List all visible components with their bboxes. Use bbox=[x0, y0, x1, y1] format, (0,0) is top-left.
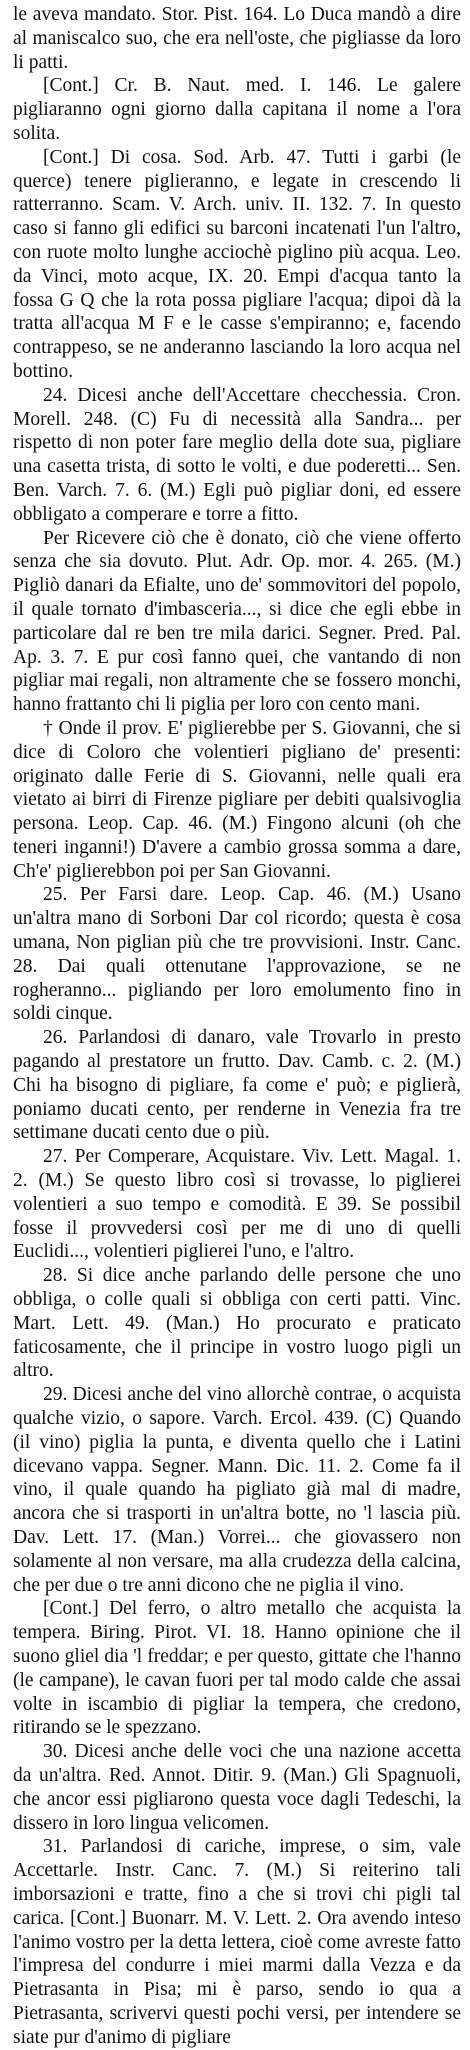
entry-paragraph: [Cont.] Del ferro, o altro metallo che acquista la tempera. Biring. Pirot. VI. 18. Hanno opinione che il suono gliel dia 'l freddar; e per questo, gittate che l'hanno (le campane), le cavan fuori per tal modo calde che assai volte in iscambio di pigliar la tempera, che credono, ritirando se le spezzano. bbox=[13, 1598, 461, 1739]
entry-paragraph: 28. Si dice anche parlando delle persone che uno obbliga, o colle quali si obbliga con certi patti. Vinc. Mart. Lett. 49. (Man.) Ho procurato e praticato faticosamente, che il principe in vostro luogo pigli un altro. bbox=[13, 1265, 461, 1382]
entry-paragraph: 24. Dicesi anche dell'Accettare checchessia. Cron. Morell. 248. (C) Fu di necessità alla Sandra... per rispetto di non poter fare meglio della dote sua, pigliare una casetta trista, di sotto le volti, e due poderetti... Sen. Ben. Varch. 7. 6. (M.) Egli può pigliar doni, ed essere obbligato a comperare e torre a fitto. bbox=[13, 384, 461, 525]
entry-paragraph: 25. Per Farsi dare. Leop. Cap. 46. (M.) Usano un'altra mano di Sorboni Dar col ricordo; questa è cosa umana, Non piglian più che tre provvisioni. Instr. Canc. 28. Dai quali ottenutane l'approvazione, se ne rogheranno... pigliando per loro emolumento fino in soldi cinque. bbox=[13, 884, 461, 1025]
entry-paragraph: [Cont.] Di cosa. Sod. Arb. 47. Tutti i garbi (le querce) tenere piglieranno, e legate in crescendo li ratterranno. Scam. V. Arch. univ. II. 132. 7. In questo caso si fanno gli edifici su barconi incatenati l'un l'altro, con ruote molto lunghe acciochè piglino più acqua. Leo. da Vinci, moto acque, IX. 20. Empi d'acqua tanto la fossa G Q che la rota possa pigliare l'acqua; dipoi dà la tratta all'acqua M F e le casse s'empiranno; e, facendo contrappeso, se ne anderanno lasciando la loro acqua nel bottino. bbox=[13, 146, 461, 382]
entry-paragraph: 26. Parlandosi di danaro, vale Trovarlo in presto pagando al prestatore un frutto. Dav. Camb. c. 2. (M.) Chi ha bisogno di pigliare, fa come e' può; e piglierà, poniamo ducati cento, per renderne in Venezia fra tre settimane ducati cento due o più. bbox=[13, 1027, 461, 1144]
entry-paragraph: 30. Dicesi anche delle voci che una nazione accetta da un'altra. Red. Annot. Ditir. 9. (Man.) Gli Spagnuoli, che ancor essi pigliarono questa voce dagli Tedeschi, la dissero in loro lingua velicomen. bbox=[13, 1741, 461, 1834]
entry-paragraph: Per Ricevere ciò che è donato, ciò che viene offerto senza che sia dovuto. Plut. Adr. Op. mor. 4. 265. (M.) Pigliò danari da Efialte, uno de' sommovitori del popolo, il quale tornato d'imbasceria..., si dice che egli ebbe in particolare dal re ben tre mila darici. Segner. Pred. Pal. Ap. 3. 7. E pur così fanno quei, che vantando di non pigliar mai regali, non altramente che se fossero monchi, hanno frattanto chi li piglia per loro con cento mani. bbox=[13, 527, 461, 716]
entry-paragraph: † Onde il prov. E' piglierebbe per S. Giovanni, che si dice di Coloro che volentieri pigliano de' presenti: originato dalle Ferie di S. Giovanni, nelle quali era vietato ai birri di Firenze pigliare per debiti qualsivoglia persona. Leop. Cap. 46. (M.) Fingono alcuni (oh che teneri inganni!) D'avere a cambio grossa somma a dare, Ch'e' piglierebbon poi per San Giovanni. bbox=[13, 717, 461, 882]
entry-paragraph: [Cont.] Cr. B. Naut. med. I. 146. Le galere pigliaranno ogni giorno dalla capitana il nome a l'ora solita. bbox=[13, 75, 461, 144]
entry-paragraph: le aveva mandato. Stor. Pist. 164. Lo Duca mandò a dire al maniscalco suo, che era nell'oste, che pigliasse da loro li patti. bbox=[13, 4, 461, 73]
entry-paragraph: 31. Parlandosi di cariche, imprese, o sim, vale Accettarle. Instr. Canc. 7. (M.) Si reiterino tali imborsazioni e tratte, fino a che si trovi chi pigli tal carica. [Cont.] Buonarr. M. V. Lett. 2. Ora avendo inteso l'animo vostro per la detta lettera, cioè come avreste fatto l'impresa del condurre i miei marmi dalla Vezza e da Pietrasanta in Pisa; mi è parso, sendo io qua a Pietrasanta, scrivervi questi pochi versi, per intendere se siate pur d'animo di pigliare bbox=[13, 1836, 461, 2048]
entry-paragraph: 27. Per Comperare, Acquistare. Viv. Lett. Magal. 1. 2. (M.) Se questo libro così si trovasse, lo piglierei volentieri a suo tempo e comodità. E 39. Se possibil fosse il provvedersi così per me di uno di quelli Euclidi..., volentieri piglierei l'uno, e l'altro. bbox=[13, 1146, 461, 1263]
entry-paragraph: 29. Dicesi anche del vino allorchè contrae, o acquista qualche vizio, o sapore. Varch. Ercol. 439. (C) Quando (il vino) piglia la punta, e diventa quello che i Latini dicevano vappa. Segner. Mann. Dic. 11. 2. Come fa il vino, il quale quando ha pigliato già mal di madre, ancora che si trasporti in un'altra botte, no 'l lascia più. Dav. Lett. 17. (Man.) Vorrei... che giovassero non solamente al non versare, ma alla crudezza della calcina, che per due o tre anni dicono che ne piglia il vino. bbox=[13, 1384, 461, 1596]
